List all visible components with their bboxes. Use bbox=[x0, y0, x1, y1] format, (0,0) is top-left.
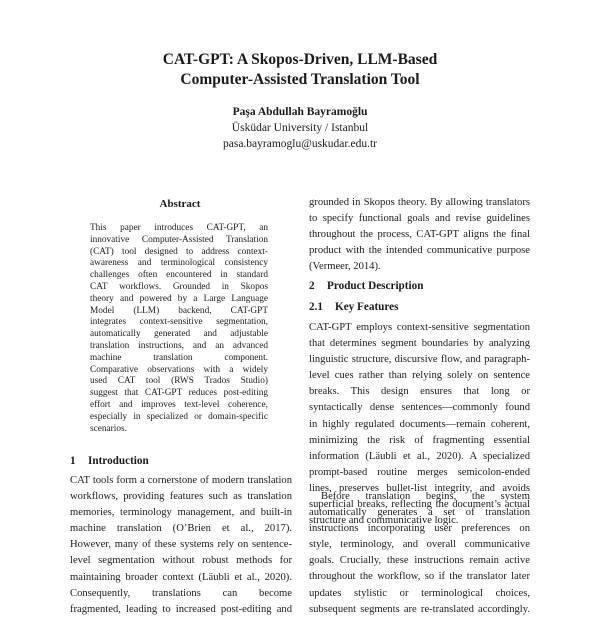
text-line: CAT workflows. Grounded in Skopos bbox=[90, 281, 268, 292]
text-line: CAT tools form a cornerstone of modern translation bbox=[70, 475, 292, 486]
text-line: level segmentation without robust methods for bbox=[70, 555, 292, 567]
abstract-body bbox=[90, 223, 268, 435]
section-1-number: 1 bbox=[70, 455, 76, 467]
text-line: awareness and terminological consistency bbox=[90, 258, 268, 269]
text-line: However, many of these systems rely on sentence- bbox=[70, 539, 292, 551]
text-line: level cues rather than relying solely on sentence bbox=[309, 370, 530, 382]
text-line: Consequently, translations can become bbox=[70, 587, 292, 599]
subsection-2-1-title: Key Features bbox=[335, 301, 399, 313]
text-line: subsequent segments are re-translated accordingly. bbox=[309, 603, 530, 615]
text-line: challenges often encountered in standard bbox=[90, 270, 268, 281]
author-block bbox=[0, 104, 600, 152]
text-line: grounded in Skopos theory. By allowing translators bbox=[309, 197, 530, 208]
author-affiliation: Üsküdar University / Istanbul bbox=[231, 122, 369, 134]
text-line: Before translation begins, the system bbox=[321, 491, 530, 502]
text-line: effort and improves text-level coherence, bbox=[90, 399, 268, 410]
text-line: theory and powered by a Large Language bbox=[90, 293, 268, 304]
text-line: maintaining broader context (Läubli et al., 2020). bbox=[70, 571, 292, 583]
text-line: syntactically dense sentences—commonly found bbox=[309, 402, 530, 414]
introduction-text bbox=[70, 473, 292, 618]
text-line: This paper introduces CAT-GPT, an bbox=[90, 223, 268, 233]
text-line: information (Läubli et al., 2020). A specialized bbox=[309, 450, 530, 462]
section-1-title: Introduction bbox=[88, 455, 149, 467]
text-line: automatically generated and adjustable bbox=[90, 329, 268, 340]
key-features-paragraph-2 bbox=[309, 489, 530, 618]
text-line: lines, preserves bullet-list integrity, and avoids bbox=[309, 482, 530, 494]
text-line: used CAT tool (RWS Trados Studio) bbox=[90, 376, 268, 387]
section-2-number: 2 bbox=[309, 280, 315, 292]
text-line: machine translation component. bbox=[90, 352, 268, 363]
subsection-2-1-heading bbox=[309, 300, 398, 314]
text-line: breaks. This design ensures that long or bbox=[309, 386, 530, 398]
text-line: style, terminology, and overall communicative bbox=[309, 539, 530, 551]
text-line: Comparative observations with a widely bbox=[90, 364, 268, 375]
text-line: fragmented, leading to increased post-editing and bbox=[70, 603, 292, 615]
text-line: especially in specialized or domain-specific bbox=[90, 411, 268, 422]
text-line: automatically generates a set of translation bbox=[309, 507, 530, 519]
text-line: throughout the process, CAT-GPT aligns the final bbox=[309, 229, 530, 241]
text-line: throughout the workflow, so if the translator later bbox=[309, 571, 530, 583]
text-line: workflows, providing features such as translation bbox=[70, 491, 292, 503]
text-line: superficial breaks, reflecting the document’s actual bbox=[309, 499, 530, 511]
text-line: Model (LLM) backend, CAT-GPT bbox=[90, 305, 268, 316]
text-line: goals. Crucially, these instructions remain active bbox=[309, 555, 530, 567]
text-line: structure and communicative logic. bbox=[309, 515, 459, 527]
text-line: memories, terminology management, and built-in bbox=[70, 507, 292, 519]
text-line: innovative Computer-Assisted Translation bbox=[90, 234, 268, 245]
text-line: in highly regulated documents—remain coherent, bbox=[309, 418, 530, 430]
text-line: (Vermeer, 2014). bbox=[309, 261, 381, 273]
text-line: machine translation (O’Brien et al., 2017). bbox=[70, 523, 292, 535]
text-line: scenarios. bbox=[90, 423, 127, 434]
author-name: Paşa Abdullah Bayramoğlu bbox=[232, 106, 368, 118]
author-email: pasa.bayramoglu@uskudar.edu.tr bbox=[223, 138, 377, 150]
text-line: prompt-based routine merges semicolon-ended bbox=[309, 466, 530, 478]
text-line: product with the intended communicative purpose bbox=[309, 245, 530, 257]
text-line: integrates context-sensitive segmentation, bbox=[90, 317, 268, 328]
text-line: minimizing the risk of fragmenting essential bbox=[309, 434, 530, 446]
title-line-1: CAT-GPT: A Skopos-Driven, LLM-Based bbox=[162, 51, 438, 68]
text-line: updates stylistic or terminological choices, bbox=[309, 587, 530, 599]
section-2-heading bbox=[309, 279, 423, 293]
title-line-2: Computer-Assisted Translation Tool bbox=[180, 71, 420, 88]
abstract-heading: Abstract bbox=[159, 198, 201, 210]
text-line: that determines segment boundaries by analyzing bbox=[309, 338, 530, 350]
paper-title bbox=[0, 50, 600, 90]
text-line: linguistic structure, discursive flow, and paragraph- bbox=[309, 354, 530, 366]
subsection-2-1-number: 2.1 bbox=[309, 301, 323, 313]
right-column-continuation bbox=[309, 195, 530, 275]
section-1-heading bbox=[70, 454, 149, 468]
text-line: suggest that CAT-GPT reduces post-editing bbox=[90, 388, 268, 399]
text-line: instructions incorporating user preferences on bbox=[309, 523, 530, 535]
text-line: (CAT) tool designed to address context- bbox=[90, 246, 268, 257]
text-line: CAT-GPT employs context-sensitive segmentation bbox=[309, 322, 530, 333]
text-line: to specify functional goals and revise guidelines bbox=[309, 213, 530, 225]
section-2-title: Product Description bbox=[327, 280, 424, 292]
text-line: translation instructions, and an advanced bbox=[90, 340, 268, 351]
